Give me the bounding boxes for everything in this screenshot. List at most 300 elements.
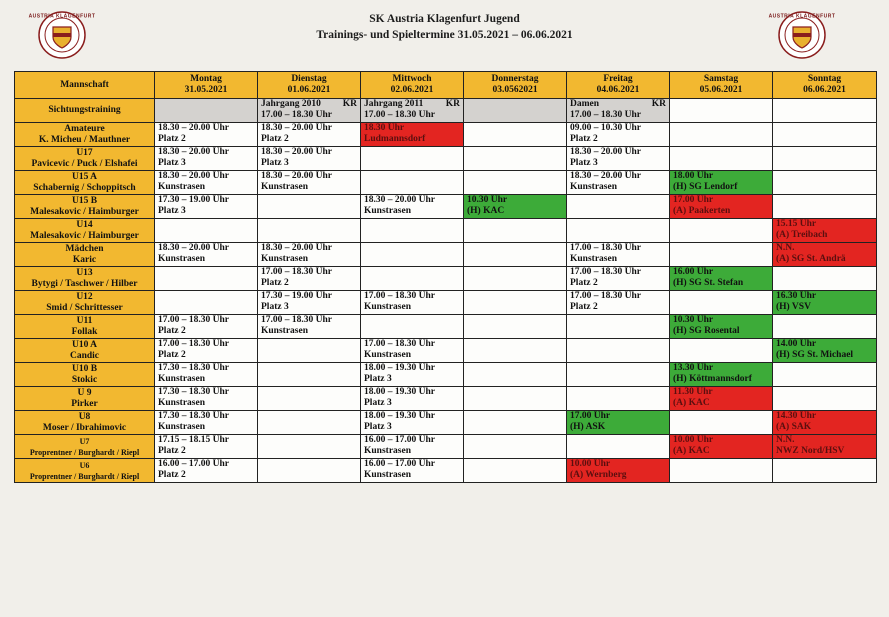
cell-location: (H) VSV [776,302,811,312]
team-coaches: Schabernig / Schoppitsch [33,182,136,193]
cell-time: 18.30 – 20.00 Uhr [261,123,332,133]
cell-time: 14.00 Uhr [776,339,817,349]
team-name: U8 [78,411,91,422]
column-header-day: Freitag [603,74,633,84]
column-header-day: Donnerstag [491,74,539,84]
schedule-cell-sun [773,315,877,339]
column-header-day: Samstag [703,74,739,84]
cell-time: N.N. [776,435,795,445]
cell-location: (A) KAC [673,446,710,456]
cell-location: Platz 3 [261,158,289,168]
column-header [670,72,773,99]
cell-location: Platz 3 [158,158,186,168]
schedule-cell-thu [464,339,567,363]
schedule-cell-tue [258,435,361,459]
cell-time: 17.00 – 18.30 Uhr [570,291,641,301]
cell-location: Kunstrasen [570,182,617,192]
schedule-cell-mon [155,123,258,147]
cell-location: Kunstrasen [158,422,205,432]
column-header-day: Dienstag [291,74,327,84]
schedule-cell-sat [670,363,773,387]
schedule-subtitle: Trainings- und Spieltermine 31.05.2021 – 06.06.2021 [316,29,573,41]
schedule-cell-wed [361,219,464,243]
column-header [155,72,258,99]
team-cell [15,171,155,195]
cell-time: 17.30 – 18.30 Uhr [158,387,229,397]
team-cell [15,267,155,291]
team-cell [15,339,155,363]
team-name: U 9 [77,387,92,398]
cell-time: 16.00 – 17.00 Uhr [364,459,435,469]
cell-time: 18.30 – 20.00 Uhr [261,147,332,157]
schedule-cell-fri [567,267,670,291]
cell-line: 17.00 – 18.30 Uhr [261,110,332,120]
column-header-date: 03.0562021 [492,85,538,95]
cell-location: Kunstrasen [570,254,617,264]
schedule-cell-thu [464,459,567,483]
schedule-cell-fri [567,195,670,219]
table-row [15,219,877,243]
column-header [258,72,361,99]
column-header-date: 31.05.2021 [184,85,228,95]
schedule-cell-mon [155,243,258,267]
cell-time: 16.30 Uhr [776,291,817,301]
cell-time: 17.00 Uhr [570,411,611,421]
schedule-cell-thu [464,411,567,435]
cell-time: 18.30 – 20.00 Uhr [261,171,332,181]
schedule-cell-sat [670,459,773,483]
cell-time: 13.30 Uhr [673,363,714,373]
schedule-cell-sat [670,267,773,291]
team-cell [15,123,155,147]
schedule-table [14,71,877,483]
schedule-cell-wed [361,435,464,459]
schedule-cell-tue [258,411,361,435]
schedule-cell-tue [258,171,361,195]
cell-line: KR [651,99,666,109]
table-row [15,243,877,267]
logo-lettering-right: AUSTRIA KLAGENFURT [768,13,836,20]
cell-time: 10.30 Uhr [673,315,714,325]
schedule-cell-thu [464,291,567,315]
cell-location: Platz 2 [570,278,598,288]
cell-location: Kunstrasen [364,446,411,456]
schedule-cell-wed [361,195,464,219]
cell-time: 17.00 – 18.30 Uhr [158,315,229,325]
cell-location: (A) SG St. Andrä [776,254,846,264]
cell-location: Kunstrasen [364,470,411,480]
schedule-cell-thu [464,435,567,459]
schedule-cell-tue [258,219,361,243]
table-row [15,411,877,435]
cell-location: (H) SG Rosental [673,326,740,336]
table-row [15,339,877,363]
schedule-cell-fri [567,291,670,315]
cell-time: 18.30 – 20.00 Uhr [364,195,435,205]
schedule-cell-sun [773,123,877,147]
team-name: U10 B [71,363,98,374]
cell-location: Platz 2 [158,134,186,144]
cell-location: (A) SAK [776,422,812,432]
cell-time: 18.00 Uhr [673,171,714,181]
column-header-day: Mittwoch [392,74,432,84]
schedule-cell-fri [567,219,670,243]
team-coaches: Smid / Schrittesser [46,302,123,313]
column-header-date: 05.06.2021 [699,85,743,95]
schedule-cell-mon [155,147,258,171]
cell-location: Kunstrasen [364,350,411,360]
cell-time: 17.00 – 18.30 Uhr [364,291,435,301]
schedule-cell-fri [567,387,670,411]
table-row [15,363,877,387]
schedule-cell-tue [258,387,361,411]
schedule-cell-sun [773,411,877,435]
schedule-cell-mon [155,363,258,387]
team-name: U11 [76,315,93,326]
schedule-cell-thu [464,171,567,195]
column-header [773,72,877,99]
schedule-cell-sun [773,435,877,459]
cell-time: 18.30 Uhr [364,123,405,133]
schedule-cell-sun [773,195,877,219]
column-header-date: 02.06.2021 [390,85,434,95]
schedule-cell-fri [567,315,670,339]
cell-location: Platz 2 [158,446,186,456]
cell-line: Jahrgang 2010 [261,99,321,109]
schedule-cell-sun [773,267,877,291]
schedule-cell-sat [670,339,773,363]
schedule-cell-wed [361,339,464,363]
sichtung-sun [773,99,877,123]
team-name: U7 [79,436,90,446]
column-header-date: 06.06.2021 [803,85,846,95]
cell-location: Platz 2 [570,302,598,312]
schedule-cell-sat [670,219,773,243]
sichtung-thu [464,99,567,123]
cell-line: 17.00 – 18.30 Uhr [570,110,641,120]
team-name: U14 [76,219,93,230]
cell-location: (H) ASK [570,422,606,432]
schedule-cell-thu [464,315,567,339]
cell-time: 18.30 – 20.00 Uhr [158,147,229,157]
schedule-cell-sun [773,363,877,387]
cell-time: 17.30 – 19.00 Uhr [261,291,332,301]
column-header-day: Mannschaft [60,79,109,90]
team-coaches: Malesakovic / Haimburger [30,206,139,217]
team-coaches: Karic [72,254,97,265]
schedule-cell-sat [670,435,773,459]
cell-time: 16.00 – 17.00 Uhr [158,459,229,469]
cell-time: 16.00 Uhr [673,267,714,277]
cell-time: 11.30 Uhr [673,387,713,397]
sichtung-row [15,99,877,123]
team-coaches: Moser / Ibrahimovic [42,422,127,433]
team-cell: Sichtungstraining [15,99,155,123]
cell-time: 16.00 – 17.00 Uhr [364,435,435,445]
schedule-cell-sun [773,291,877,315]
schedule-cell-wed [361,291,464,315]
cell-line: KR [445,99,460,109]
cell-location: (H) SG Lendorf [673,182,738,192]
schedule-cell-fri [567,339,670,363]
table-row [15,315,877,339]
cell-line: Damen [570,99,600,109]
team-cell [15,315,155,339]
column-header-date: 01.06.2021 [287,85,331,95]
team-coaches: Proprentner / Burghardt / Riepl [29,471,140,481]
cell-time: 18.30 – 20.00 Uhr [570,171,641,181]
team-name: Mädchen [65,243,104,254]
schedule-cell-mon [155,435,258,459]
schedule-cell-sun [773,243,877,267]
team-coaches: Pavicevic / Puck / Elshafei [31,158,138,169]
cell-location: Kunstrasen [364,206,411,216]
schedule-cell-thu [464,387,567,411]
schedule-cell-sat [670,147,773,171]
cell-location: (A) Paakerten [673,206,731,216]
schedule-cell-fri [567,123,670,147]
cell-time: 18.00 – 19.30 Uhr [364,363,435,373]
team-cell [15,147,155,171]
schedule-cell-sun [773,219,877,243]
cell-location: Ludmannsdorf [364,134,426,144]
schedule-cell-mon [155,339,258,363]
page-title [0,11,889,43]
table-row [15,387,877,411]
cell-location: Kunstrasen [158,398,205,408]
schedule-cell-wed [361,243,464,267]
cell-location: Kunstrasen [261,182,308,192]
schedule-cell-wed [361,363,464,387]
table-row [15,171,877,195]
schedule-cell-thu [464,243,567,267]
team-cell [15,363,155,387]
schedule-cell-sat [670,411,773,435]
schedule-cell-wed [361,123,464,147]
schedule-cell-mon [155,459,258,483]
team-coaches: Pirker [71,398,98,409]
schedule-cell-thu [464,219,567,243]
cell-time: 17.30 – 18.30 Uhr [158,363,229,373]
team-cell [15,435,155,459]
cell-location: Platz 2 [570,134,598,144]
cell-location: Platz 2 [158,470,186,480]
table-row [15,267,877,291]
cell-location: (H) SG St. Stefan [673,278,744,288]
cell-location: Kunstrasen [261,326,308,336]
schedule-cell-tue [258,339,361,363]
cell-time: 10.30 Uhr [467,195,508,205]
cell-time: 18.00 – 19.30 Uhr [364,387,435,397]
schedule-cell-tue [258,195,361,219]
team-name: U17 [76,147,93,158]
cell-time: 17.00 – 18.30 Uhr [570,267,641,277]
schedule-cell-thu [464,363,567,387]
column-header-day: Sonntag [807,74,842,84]
cell-location: Kunstrasen [158,374,205,384]
cell-location: Kunstrasen [364,302,411,312]
schedule-cell-sat [670,195,773,219]
cell-time: 18.30 – 20.00 Uhr [158,171,229,181]
schedule-cell-fri [567,411,670,435]
cell-time: 18.00 – 19.30 Uhr [364,411,435,421]
cell-location: Platz 3 [261,302,289,312]
schedule-cell-mon [155,315,258,339]
cell-location: NWZ Nord/HSV [776,446,845,456]
cell-location: Platz 3 [364,398,392,408]
cell-location: Platz 2 [158,350,186,360]
cell-time: 17.00 – 18.30 Uhr [261,315,332,325]
schedule-cell-fri [567,243,670,267]
column-header [567,72,670,99]
cell-time: 18.30 – 20.00 Uhr [570,147,641,157]
sichtung-fri [567,99,670,123]
schedule-cell-tue [258,267,361,291]
schedule-cell-mon [155,387,258,411]
cell-time: 17.15 – 18.15 Uhr [158,435,229,445]
team-cell [15,459,155,483]
schedule-cell-mon [155,411,258,435]
schedule-cell-mon [155,171,258,195]
logo-lettering-left: AUSTRIA KLAGENFURT [28,13,96,20]
cell-time: 17.00 – 18.30 Uhr [364,339,435,349]
cell-time: N.N. [776,243,795,253]
schedule-cell-thu [464,123,567,147]
cell-time: 18.30 – 20.00 Uhr [158,243,229,253]
schedule-cell-wed [361,387,464,411]
table-row [15,147,877,171]
column-header-day: Montag [190,74,222,84]
sichtung-wed [361,99,464,123]
cell-location: Kunstrasen [158,182,205,192]
cell-location: Platz 3 [158,206,186,216]
team-coaches: Candic [69,350,100,361]
cell-location: (A) Wernberg [570,470,627,480]
team-coaches: Malesakovic / Haimburger [30,230,139,241]
schedule-cell-mon [155,267,258,291]
schedule-cell-tue [258,459,361,483]
cell-line: 17.00 – 18.30 Uhr [364,110,435,120]
cell-line: Jahrgang 2011 [364,99,424,109]
team-cell [15,387,155,411]
cell-time: 17.00 Uhr [673,195,714,205]
schedule-cell-sun [773,339,877,363]
cell-location: Platz 2 [261,278,289,288]
team-coaches: Follak [71,326,98,337]
header-row [15,72,877,99]
schedule-cell-thu [464,267,567,291]
team-name: U12 [76,291,93,302]
cell-line: KR [342,99,357,109]
schedule-cell-wed [361,171,464,195]
cell-location: (A) Treibach [776,230,828,240]
table-row [15,291,877,315]
team-cell [15,411,155,435]
cell-time: 17.00 – 18.30 Uhr [570,243,641,253]
team-name: U6 [79,460,90,470]
sichtung-mon [155,99,258,123]
cell-time: 17.30 – 18.30 Uhr [158,411,229,421]
cell-location: Platz 3 [364,374,392,384]
column-header [361,72,464,99]
schedule-cell-thu [464,147,567,171]
table-row [15,195,877,219]
table-row [15,459,877,483]
cell-time: 18.30 – 20.00 Uhr [261,243,332,253]
column-header-date: 04.06.2021 [596,85,640,95]
team-name: U15 A [71,171,98,182]
team-name: U13 [76,267,93,278]
cell-time: 17.30 – 19.00 Uhr [158,195,229,205]
team-name: U10 A [71,339,98,350]
team-cell [15,291,155,315]
schedule-cell-sat [670,171,773,195]
schedule-cell-fri [567,147,670,171]
schedule-cell-tue [258,243,361,267]
cell-location: Platz 3 [570,158,598,168]
schedule-cell-fri [567,459,670,483]
sichtung-sat [670,99,773,123]
cell-time: 15.15 Uhr [776,219,817,229]
cell-location: (A) KAC [673,398,710,408]
team-name: U15 B [71,195,98,206]
cell-time: 10.00 Uhr [570,459,611,469]
cell-time: 18.30 – 20.00 Uhr [158,123,229,133]
schedule-cell-sun [773,147,877,171]
cell-location: Platz 2 [261,134,289,144]
schedule-cell-wed [361,411,464,435]
cell-location: (H) KAC [467,206,505,216]
team-name: Amateure [64,123,105,134]
schedule-cell-tue [258,123,361,147]
cell-time: 14.30 Uhr [776,411,817,421]
schedule-cell-thu [464,195,567,219]
table-row [15,123,877,147]
schedule-cell-sat [670,291,773,315]
cell-location: (H) SG St. Michael [776,350,854,360]
team-cell [15,243,155,267]
team-coaches: K. Micheu / Mauthner [38,134,131,145]
column-header [464,72,567,99]
schedule-cell-sat [670,315,773,339]
schedule-cell-tue [258,147,361,171]
table-row [15,435,877,459]
schedule-cell-mon [155,291,258,315]
schedule-cell-wed [361,147,464,171]
schedule-cell-mon [155,195,258,219]
schedule-cell-sun [773,387,877,411]
cell-location: Kunstrasen [158,254,205,264]
cell-location: Kunstrasen [261,254,308,264]
schedule-cell-sat [670,243,773,267]
club-name: SK Austria Klagenfurt Jugend [369,13,520,25]
schedule-cell-mon [155,219,258,243]
cell-time: 17.00 – 18.30 Uhr [158,339,229,349]
team-coaches: Stokic [71,374,98,385]
team-cell [15,219,155,243]
schedule-cell-tue [258,363,361,387]
schedule-cell-wed [361,459,464,483]
sichtung-tue [258,99,361,123]
team-cell [15,195,155,219]
cell-time: 10.00 Uhr [673,435,714,445]
schedule-cell-fri [567,435,670,459]
column-header [15,72,155,99]
schedule-cell-wed [361,267,464,291]
schedule-cell-fri [567,171,670,195]
schedule-cell-wed [361,315,464,339]
cell-time: 17.00 – 18.30 Uhr [261,267,332,277]
